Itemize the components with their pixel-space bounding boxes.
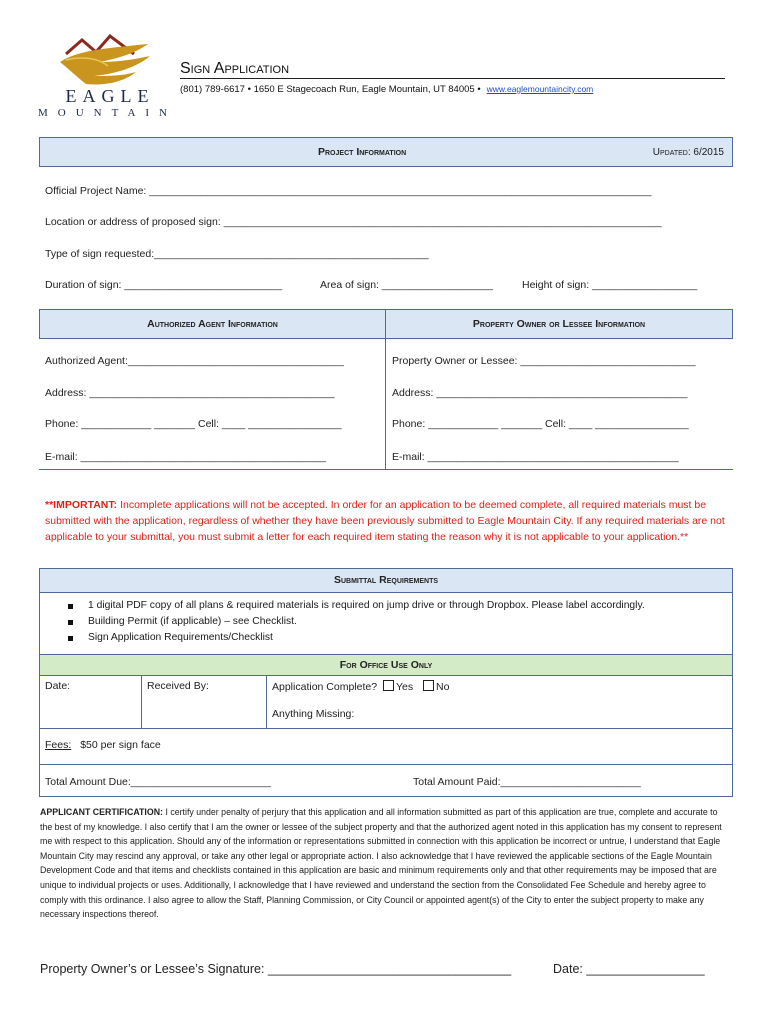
no-checkbox[interactable] <box>423 680 434 691</box>
fees-row <box>45 739 161 751</box>
certification-lead: APPLICANT CERTIFICATION: <box>40 807 163 817</box>
official-project-name-field[interactable]: Official Project Name: ______________________________________________________________________________________ <box>45 185 652 197</box>
signature-field[interactable]: Property Owner’s or Lessee’s Signature: ___________________________________ <box>40 962 512 976</box>
contact-info: (801) 789-6617 • 1650 E Stagecoach Run, Eagle Mountain, UT 84005 • <box>180 84 481 95</box>
submittal-item: Sign Application Requirements/Checklist <box>62 632 722 648</box>
owner-phone-field[interactable]: Phone: ____________ _______ Cell: ____ ________________ <box>392 418 689 430</box>
important-text: Incomplete applications will not be accepted. In order for an application to be deemed complete, all required materials must be submitted with the application, regardless of whether they have been previously submitted to Eagle Mountain City. If any required materials are not applicable to your submittal, you must submit a letter for each required item stating the reason why it is not applicable to your application.** <box>45 499 725 543</box>
sign-type-field[interactable]: Type of sign requested:_______________________________________________ <box>45 248 429 260</box>
agent-address-field[interactable]: Address: __________________________________________ <box>45 387 335 399</box>
agent-email-field[interactable]: E-mail: __________________________________________ <box>45 451 326 463</box>
submittal-item: 1 digital PDF copy of all plans & required materials is required on jump drive or through Dropbox. Please label accordingly. <box>62 600 722 616</box>
office-divider-2 <box>266 675 267 728</box>
column-divider <box>385 339 386 469</box>
submittal-item: Building Permit (if applicable) – see Checklist. <box>62 616 722 632</box>
sign-duration-field[interactable]: Duration of sign: ___________________________ <box>45 279 283 291</box>
logo-word-mountain: MOUNTAIN <box>38 107 178 119</box>
owner-address-field[interactable]: Address: ___________________________________________ <box>392 387 688 399</box>
sign-location-field[interactable]: Location or address of proposed sign: ___________________________________________________________________________ <box>45 216 662 228</box>
anything-missing-label: Anything Missing: <box>272 708 355 720</box>
title-rule <box>180 78 725 79</box>
agent-info-header <box>39 309 386 339</box>
logo-word-eagle: EAGLE <box>65 86 155 106</box>
property-owner-field[interactable]: Property Owner or Lessee: ______________________________ <box>392 355 696 367</box>
applicant-certification <box>40 805 724 922</box>
owner-email-field[interactable]: E-mail: ___________________________________________ <box>392 451 679 463</box>
submittal-list <box>62 600 722 648</box>
important-notice <box>45 497 725 545</box>
sign-area-field[interactable]: Area of sign: ___________________ <box>320 279 493 291</box>
signature-date-field[interactable]: Date: _________________ <box>553 962 705 976</box>
office-use-header <box>39 654 733 676</box>
project-info-heading: Project Information <box>318 146 407 158</box>
project-info-header <box>39 137 733 167</box>
received-by-label: Received By: <box>147 680 209 692</box>
application-complete-label: Application Complete? <box>272 681 378 693</box>
office-divider-1 <box>141 675 142 728</box>
no-label: No <box>436 681 450 693</box>
sign-height-field[interactable]: Height of sign: __________________ <box>522 279 698 291</box>
fees-value: $50 per sign face <box>80 739 161 751</box>
no-option[interactable] <box>423 681 449 693</box>
website-link[interactable]: www.eaglemountaincity.com <box>486 84 594 94</box>
office-rule-2 <box>39 764 733 765</box>
agent-phone-field[interactable]: Phone: ____________ _______ Cell: ____ ________________ <box>45 418 342 430</box>
page-title: Sign Application <box>180 60 290 77</box>
contact-line <box>180 84 593 95</box>
submittal-heading: Submittal Requirements <box>333 574 439 586</box>
updated-date: Updated: 6/2015 <box>652 147 724 158</box>
section-rule <box>39 469 733 470</box>
eagle-icon <box>38 32 172 92</box>
total-due-field[interactable]: Total Amount Due:________________________ <box>45 776 271 788</box>
fees-label: Fees: <box>45 739 72 751</box>
certification-text: I certify under penalty of perjury that this application and all information submitted as part of this application are true, complete and accurate to the best of my knowledge. I also certify that I am the owner or lessee of the subject property and that the authorized agent noted in this application has my consent to represent me with respect to this application. Should any of the information or representations submitted in connection with this application be incorrect or untrue, I understand that Eagle Mountain City may rescind any approval, or take any other legal or appropriate action. I also acknowledge that I have reviewed the applicable sections of the Eagle Mountain Development Code and that items and checklists contained in this application are basic and minimum requirements only and that other requirements may be imposed that are unique to individual projects or uses. Additionally, I acknowledge that I have reviewed and understand the section from the Consolidated Fee Schedule and hereby agree to comply with this ordinance. I also agree to allow the Staff, Planning Commission, or City Council or appointed agent(s) of the City to enter the subject property to make any necessary inspections thereof. <box>40 807 722 920</box>
office-use-heading: For Office Use Only <box>339 659 433 671</box>
yes-checkbox[interactable] <box>383 680 394 691</box>
application-complete-row <box>272 680 449 693</box>
office-date-label: Date: <box>45 680 71 692</box>
office-rule-1 <box>39 728 733 729</box>
total-paid-field[interactable]: Total Amount Paid:________________________ <box>413 776 641 788</box>
important-lead: **IMPORTANT: <box>45 499 118 511</box>
submittal-box <box>39 592 733 655</box>
submittal-header <box>39 568 733 593</box>
owner-info-header <box>385 309 733 339</box>
authorized-agent-field[interactable]: Authorized Agent:_____________________________________ <box>45 355 344 367</box>
yes-option[interactable] <box>383 681 413 693</box>
agent-info-heading: Authorized Agent Information <box>147 318 278 330</box>
owner-info-heading: Property Owner or Lessee Information <box>472 318 646 330</box>
yes-label: Yes <box>395 681 414 693</box>
